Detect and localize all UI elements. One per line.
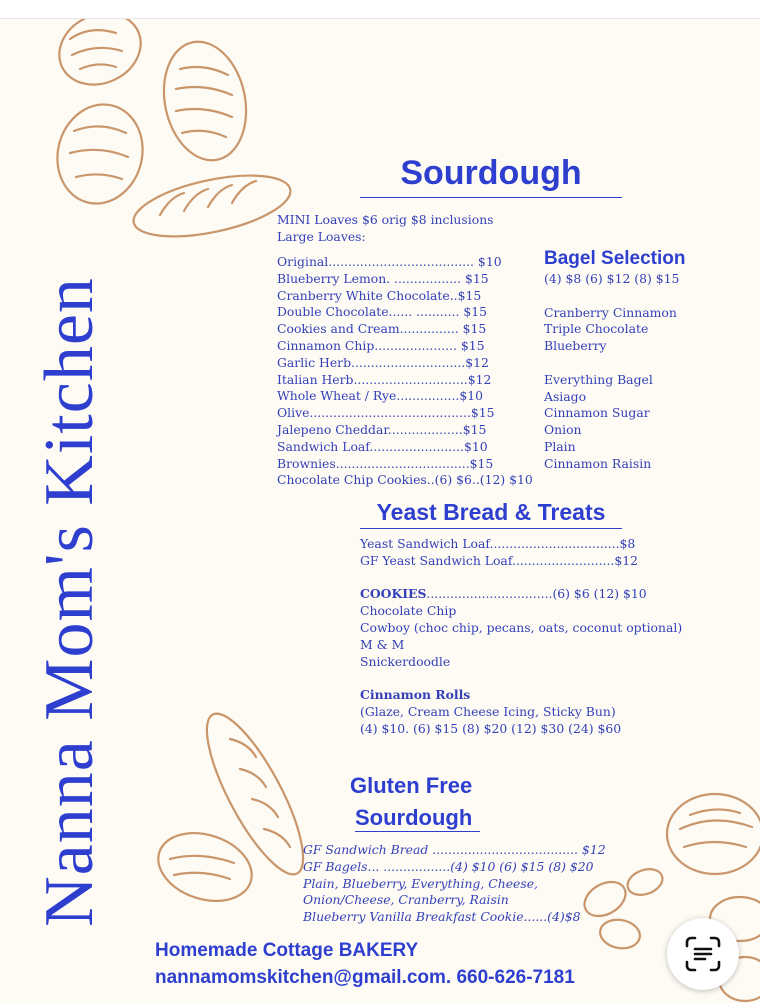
- list-item: Blueberry Vanilla Breakfast Cookie......(4)$8: [303, 909, 581, 925]
- yeast-list: [360, 536, 682, 738]
- list-item: Brownies..................................$15: [277, 455, 494, 471]
- scan-text-icon: [683, 934, 723, 974]
- left-baguette-sketch: [190, 702, 320, 885]
- list-item: Chocolate Chip Cookies..(6) $6..(12) $10: [277, 472, 533, 488]
- gluten-free-heading: Gluten Free: [350, 773, 473, 798]
- top-bread-sketch-2: [153, 34, 256, 168]
- list-item: (Glaze, Cream Cheese Icing, Sticky Bun): [360, 703, 616, 719]
- gluten-free-list: [303, 842, 606, 926]
- list-item: (4) $10. (6) $15 (8) $20 (12) $30 (24) $60: [360, 720, 622, 736]
- list-item: Cookies and Cream............... $15: [277, 321, 487, 337]
- intro-line: MINI Loaves $6 orig $8 inclusions: [277, 212, 494, 227]
- list-item: GF Yeast Sandwich Loaf..........................$12: [360, 552, 639, 568]
- list-item: Double Chocolate...... ........... $15: [277, 304, 488, 320]
- cookies-line: [360, 586, 682, 603]
- list-item: Cinnamon Chip..................... $15: [277, 337, 485, 353]
- right-bread-sketch-1: [667, 794, 760, 874]
- list-item: Blueberry Lemon. ................. $15: [277, 270, 489, 286]
- list-item: Whole Wheat / Rye................$10: [277, 388, 483, 404]
- list-item: Cowboy (choc chip, pecans, oats, coconut optional): [360, 619, 683, 635]
- list-item: Yeast Sandwich Loaf.................................$8: [360, 536, 636, 551]
- list-item: Onion: [544, 422, 582, 438]
- sourdough-intro: [277, 212, 494, 246]
- left-loaf-sketch: [149, 822, 260, 913]
- bagel-prices: (4) $8 (6) $12 (8) $15: [544, 271, 680, 286]
- list-item: M & M: [360, 636, 405, 652]
- list-item: Blueberry: [544, 338, 607, 354]
- footer-contact: nannamomskitchen@gmail.com. 660-626-7181: [155, 967, 575, 988]
- top-baguette-sketch: [128, 164, 295, 248]
- bagel-list: [544, 271, 679, 473]
- list-item: GF Bagels... .................(4) $10 (6) $15 (8) $20: [303, 858, 594, 874]
- list-item: Triple Chocolate: [544, 321, 649, 337]
- footer-tagline: Homemade Cottage BAKERY: [155, 940, 419, 961]
- scan-text-button[interactable]: [667, 918, 739, 990]
- list-item: Snickerdoodle: [360, 653, 451, 669]
- rolls-label: Cinnamon Rolls: [360, 687, 471, 703]
- list-item: GF Sandwich Bread ..................................... $12: [303, 842, 606, 857]
- sourdough-list: [277, 254, 533, 489]
- gluten-free-subheading: Sourdough: [355, 805, 480, 832]
- list-item: Original..................................... $10: [277, 254, 502, 269]
- list-item: Cinnamon Sugar: [544, 405, 650, 421]
- yeast-heading: Yeast Bread & Treats: [360, 499, 622, 529]
- cookies-label: COOKIES: [360, 586, 427, 602]
- list-item: Asiago: [544, 388, 587, 404]
- list-item: Cranberry Cinnamon: [544, 304, 677, 320]
- list-item: Garlic Herb.............................$12: [277, 354, 489, 370]
- menu-page: [0, 18, 760, 1003]
- list-item: Everything Bagel: [544, 371, 653, 387]
- list-item: Cinnamon Raisin: [544, 455, 652, 471]
- bagel-heading: Bagel Selection: [544, 248, 686, 269]
- side-title: Nanna Mom's Kitchen: [31, 277, 108, 927]
- intro-line: Large Loaves:: [277, 228, 366, 244]
- sourdough-heading: Sourdough: [360, 154, 622, 198]
- cookies-price: ................................(6) $6 (12) $10: [426, 586, 647, 602]
- list-item: Plain: [544, 438, 576, 454]
- list-item: Chocolate Chip: [360, 603, 457, 619]
- list-item: Sandwich Loaf........................$10: [277, 438, 488, 454]
- list-item: Cranberry White Chocolate..$15: [277, 287, 482, 303]
- top-bread-sketch-1: [48, 19, 153, 98]
- list-item: Onion/Cheese, Cranberry, Raisin: [303, 892, 509, 908]
- list-item: Italian Herb.............................$12: [277, 371, 492, 387]
- list-item: Jalepeno Cheddar...................$15: [277, 421, 487, 437]
- list-item: Olive.........................................$15: [277, 405, 495, 421]
- list-item: Plain, Blueberry, Everything, Cheese,: [303, 875, 538, 891]
- top-bread-sketch-3: [46, 95, 153, 213]
